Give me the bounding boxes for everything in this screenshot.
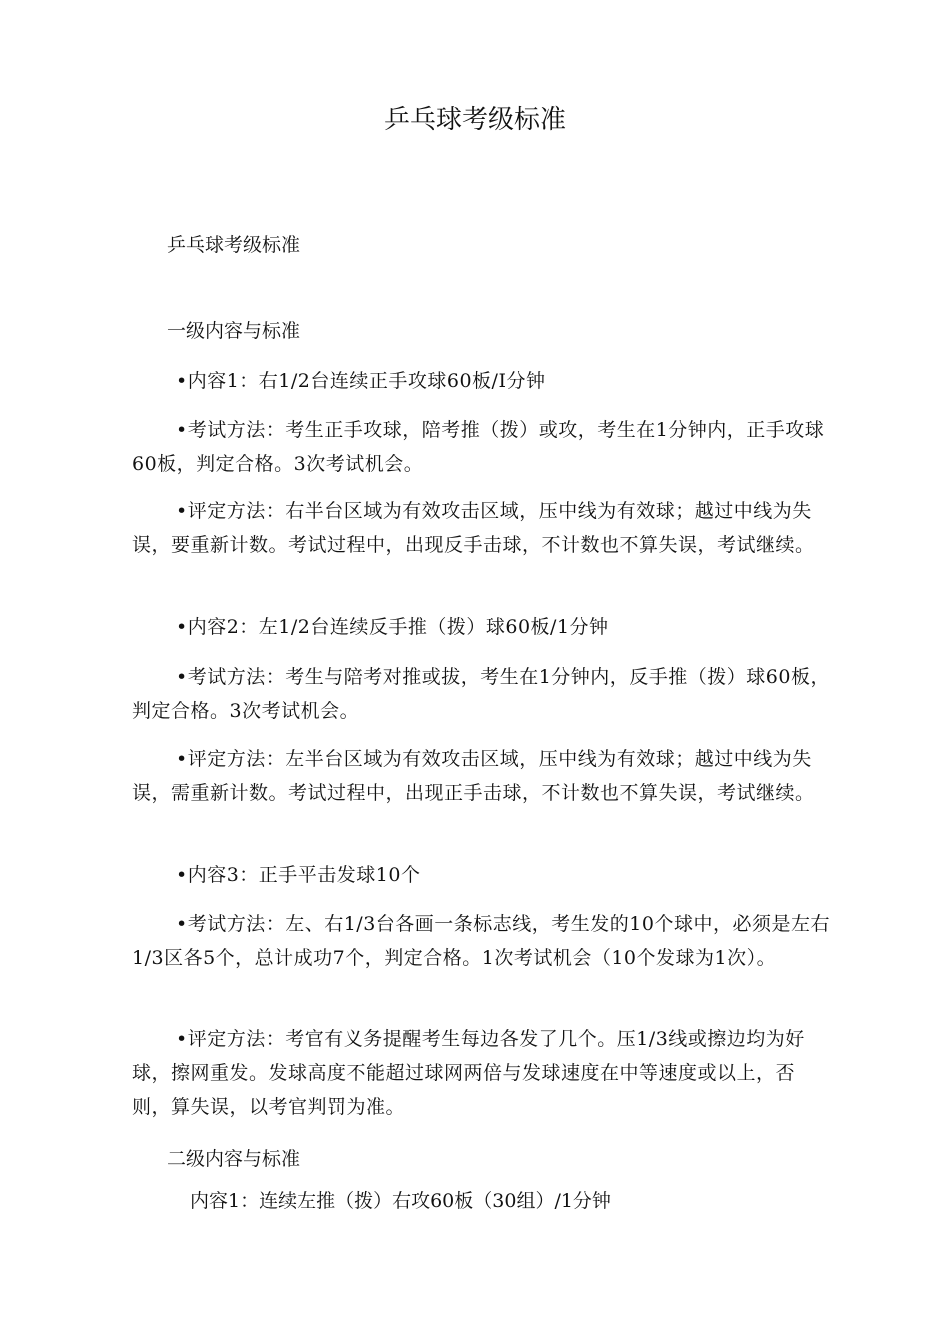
section-heading-level-2: 二级内容与标准 xyxy=(167,1148,301,1170)
level1-content2-evaluation: •评定方法：左半台区域为有效攻击区域，压中线为有效球；越过中线为失误，需重新计数。考试过程中，出现正手击球，不计数也不算失误，考试继续。 xyxy=(132,748,815,804)
level1-content1-evaluation: •评定方法：右半台区域为有效攻击区域，压中线为有效球；越过中线为失误，要重新计数。考试过程中，出现反手击球，不计数也不算失误，考试继续。 xyxy=(132,500,815,556)
document-title: 乒乓球考级标准 xyxy=(383,105,566,135)
level1-content2-exam-method: •考试方法：考生与陪考对推或拔，考生在1分钟内，反手推（拨）球60板，判定合格。3次考试机会。 xyxy=(132,666,830,722)
level1-content1-exam-method: •考试方法：考生正手攻球，陪考推（拨）或攻，考生在1分钟内，正手攻球60板，判定合格。3次考试机会。 xyxy=(132,419,825,475)
level2-content1: 内容1：连续左推（拨）右攻60板（30组）/1分钟 xyxy=(190,1190,611,1212)
level1-content1: •内容1：右1/2台连续正手攻球60板/I分钟 xyxy=(176,370,546,392)
section-heading-level-1: 一级内容与标准 xyxy=(167,320,301,342)
level1-content2: •内容2：左1/2台连续反手推（拨）球60板/1分钟 xyxy=(176,616,609,638)
level1-content3: •内容3：正手平击发球10个 xyxy=(176,864,421,886)
level1-content3-evaluation: •评定方法：考官有义务提醒考生每边各发了几个。压1/3线或擦边均为好球，擦网重发。发球高度不能超过球网两倍与发球速度在中等速度或以上，否则，算失误，以考官判罚为准。 xyxy=(132,1028,805,1118)
document-subtitle: 乒乓球考级标准 xyxy=(167,234,301,256)
level1-content3-exam-method: •考试方法：左、右1/3台各画一条标志线，考生发的10个球中，必须是左右1/3区各5个，总计成功7个，判定合格。1次考试机会（10个发球为1次）。 xyxy=(132,913,830,969)
